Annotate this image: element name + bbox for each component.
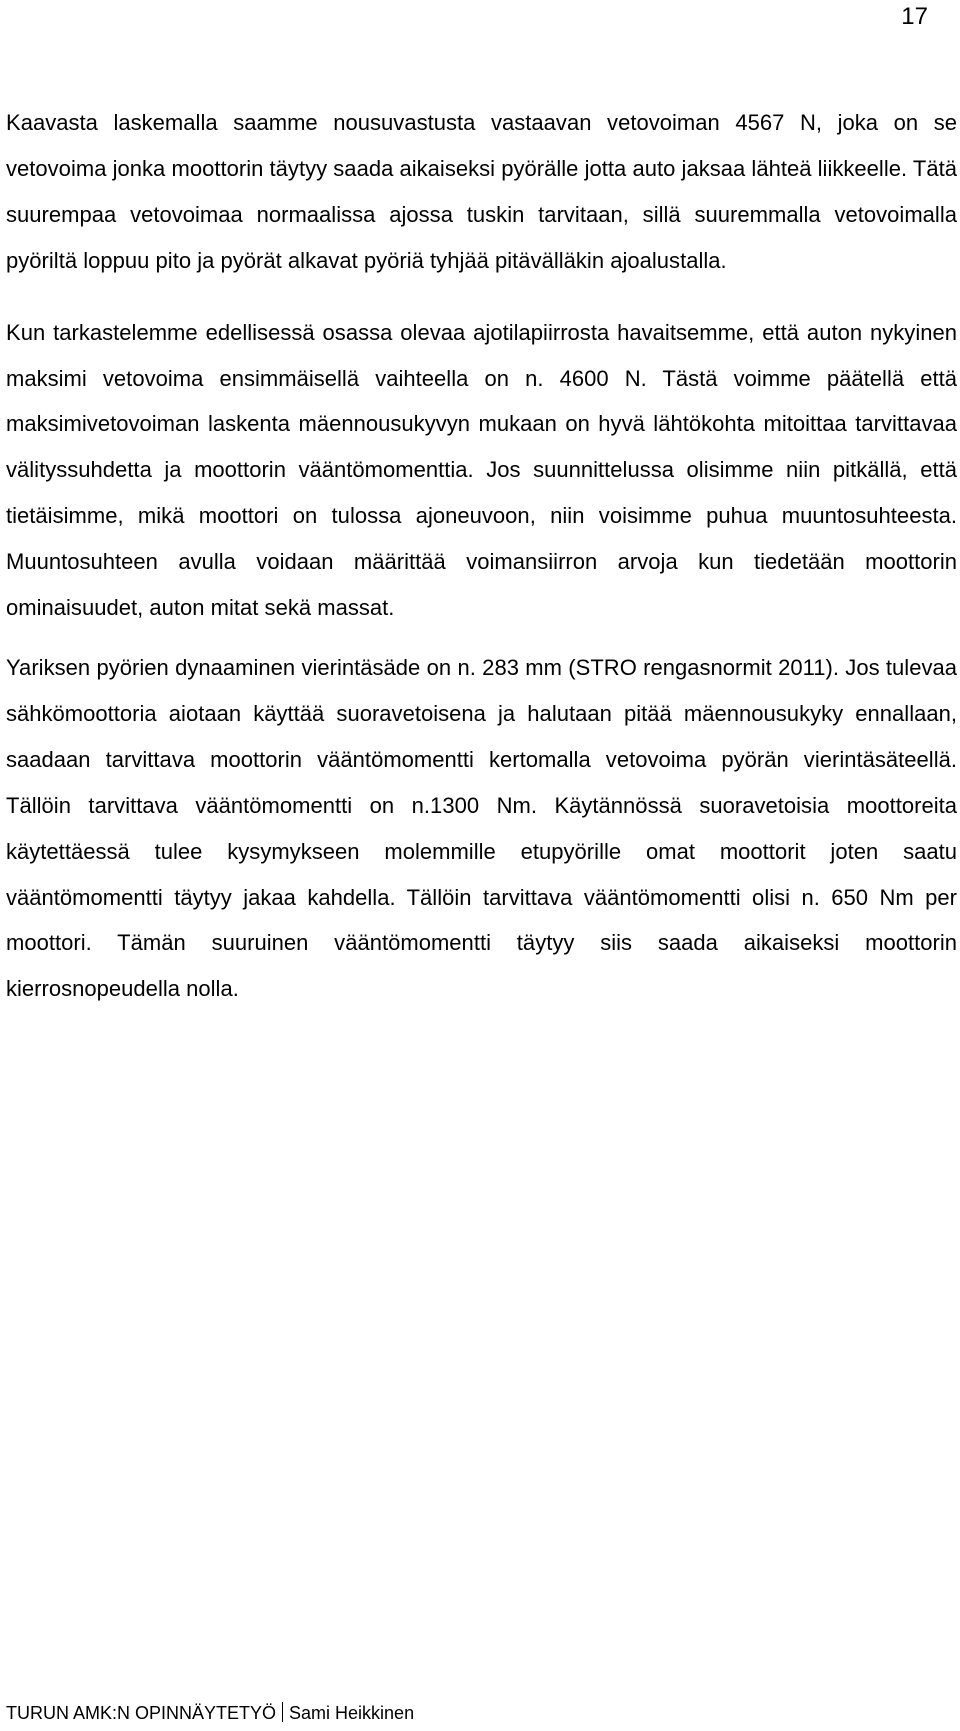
footer-separator [282, 1702, 283, 1722]
page-number: 17 [901, 3, 928, 30]
footer-institution: TURUN AMK:N OPINNÄYTETYÖ [6, 1703, 277, 1723]
footer-author: Sami Heikkinen [289, 1703, 415, 1723]
paragraph-2: Kun tarkastelemme edellisessä osassa olevaa ajotilapiirrosta havaitsemme, että auton nykyinen maksimi vetovoima ensimmäisellä vaihteella on n. 4600 N. Tästä voimme päätellä että maksimivetovoiman laskenta mäennousukyvyn mukaan on hyvä lähtökohta mitoittaa tarvittavaa välityssuhdetta ja moottorin vääntömomenttia. Jos suunnittelussa olisimme niin pitkällä, että tietäisimme, mikä moottori on tulossa ajoneuvoon, niin voisimme puhua muuntosuhteesta. Muuntosuhteen avulla voidaan määrittää voimansiirron arvoja kun tiedetään moottorin ominaisuudet, auton mitat sekä massat. [6, 319, 957, 621]
page-footer [6, 1701, 414, 1725]
body-text [6, 100, 957, 1012]
paragraph-3: Yariksen pyörien dynaaminen vierintäsäde on n. 283 mm (STRO rengasnormit 2011). Jos tulevaa sähkömoottoria aiotaan käyttää suoravetoisena ja halutaan pitää mäennousukyky ennallaan, saadaan tarvittava moottorin vääntömomentti kertomalla vetovoima pyörän vierintäsäteellä. Tällöin tarvittava vääntömomentti on n.1300 Nm. Käytännössä suoravetoisia moottoreita käytettäessä tulee kysymykseen molemmille etupyörille omat moottorit joten saatu vääntömomentti täytyy jakaa kahdella. Tällöin tarvittava vääntömomentti olisi n. 650 Nm per moottori. Tämän suuruinen vääntömomentti täytyy siis saada aikaiseksi moottorin kierrosnopeudella nolla. [6, 654, 957, 1002]
paragraph-1: Kaavasta laskemalla saamme nousuvastusta vastaavan vetovoiman 4567 N, joka on se vetovoima jonka moottorin täytyy saada aikaiseksi pyörälle jotta auto jaksaa lähteä liikkeelle. Tätä suurempaa vetovoimaa normaalissa ajossa tuskin tarvitaan, sillä suuremmalla vetovoimalla pyöriltä loppuu pito ja pyörät alkavat pyöriä tyhjää pitävälläkin ajoalustalla. [6, 110, 957, 273]
